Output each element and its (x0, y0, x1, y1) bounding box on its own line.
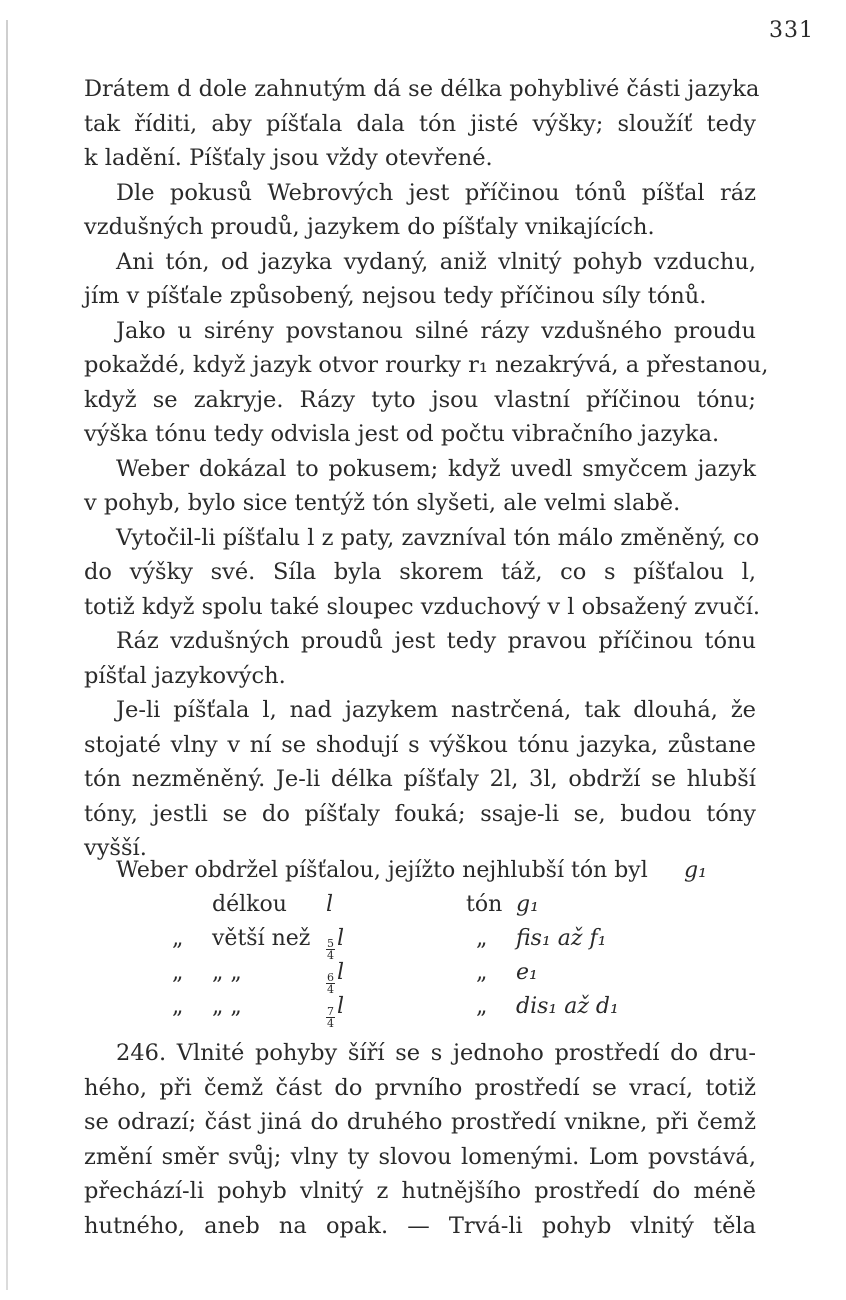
text-line: Drátem d dole zahnutým dá se délka pohyblivé části jazyka (84, 76, 760, 102)
length-symbol: l (326, 892, 334, 917)
text-line: se odrazí; část jiná do druhého prostředí vnikne, při čemž (84, 1109, 756, 1135)
fraction-denominator: 4 (327, 1017, 334, 1030)
row-length (326, 960, 344, 995)
tone-value: e₁ (516, 960, 538, 985)
length-symbol: l (337, 926, 345, 951)
fraction-numerator: 7 (327, 1005, 334, 1018)
row-label: větší než (212, 926, 311, 951)
text-line: hutného, aneb na opak. — Trvá-li pohyb vlnitý těla (84, 1212, 756, 1239)
length-fraction (326, 972, 335, 995)
length-symbol: l (337, 960, 345, 985)
ditto-mark: „ (172, 960, 184, 985)
tone-table (84, 858, 756, 1028)
ditto-mark-2: „ (476, 994, 488, 1019)
text-line: Weber dokázal to pokusem; když uvedl smyčcem jazyk (116, 455, 756, 482)
table-row (84, 960, 756, 994)
length-symbol: l (337, 994, 345, 1019)
text-line: tak říditi, aby píšťala dala tón jisté výšky; sloužíť tedy (84, 110, 756, 137)
tone-value: fis₁ až f₁ (516, 926, 607, 951)
table-intro-note: g₁ (684, 858, 707, 883)
text-line: tóny, jestli se do píšťaly fouká; ssaje-li se, budou tóny (84, 800, 756, 827)
fraction-denominator: 4 (327, 983, 334, 996)
text-line: Ráz vzdušných proudů jest tedy pravou příčinou tónu (116, 628, 756, 654)
length-fraction (326, 938, 335, 961)
table-intro-row (84, 858, 756, 892)
row-label: „ „ (212, 960, 242, 985)
row-length (326, 892, 333, 917)
text-line: k ladění. Píšťaly jsou vždy otevřené. (84, 145, 493, 171)
ditto-mark: „ (172, 926, 184, 951)
row-label: „ „ (212, 994, 242, 1019)
text-line: jím v píšťale způsobený, nejsou tedy příčinou síly tónů. (84, 283, 707, 309)
body-text-bottom (84, 1036, 756, 1243)
row-length (326, 926, 344, 961)
ditto-mark-2: „ (476, 960, 488, 985)
length-fraction (326, 1006, 335, 1029)
tone-word: tón (466, 892, 503, 917)
text-line: vzdušných proudů, jazykem do píšťaly vnikajících. (84, 214, 655, 240)
text-line: výška tónu tedy odvisla jest od počtu vibračního jazyka. (84, 421, 720, 447)
text-line: Ani tón, od jazyka vydaný, aniž vlnitý pohyb vzduchu, (116, 248, 756, 275)
fraction-denominator: 4 (327, 949, 334, 962)
row-label: délkou (212, 892, 287, 917)
text-line: v pohyb, bylo sice tentýž tón slyšeti, ale velmi slabě. (84, 490, 681, 516)
fraction-numerator: 6 (327, 971, 334, 984)
text-line: změní směr svůj; vlny ty slovou lomenými. Lom povstává, (84, 1143, 756, 1170)
text-line: hého, při čemž část do prvního prostředí se vrací, totiž (84, 1074, 756, 1101)
table-row (84, 892, 756, 926)
ditto-mark-2: „ (476, 926, 488, 951)
table-intro: Weber obdržel píšťalou, jejížto nejhlubší tón byl (116, 858, 648, 883)
page-number: 331 (769, 18, 814, 43)
text-line: když se zakryje. Rázy tyto jsou vlastní příčinou tónu; (84, 386, 756, 413)
text-line: Dle pokusů Webrových jest příčinou tónů píšťal ráz (116, 179, 756, 206)
text-line: vyšší. (84, 835, 147, 861)
text-line: stojaté vlny v ní se shodují s výškou tónu jazyka, zůstane (84, 731, 756, 758)
ditto-mark: „ (172, 994, 184, 1019)
text-line: Jako u sirény povstanou silné rázy vzdušného proudu (116, 317, 756, 344)
text-line: pokaždé, když jazyk otvor rourky r₁ nezakrývá, a přestanou, (84, 352, 769, 378)
text-line: Vytočil-li píšťalu l z paty, zavzníval tón málo změněný, co (116, 524, 760, 551)
body-text-top (84, 72, 769, 866)
tone-value: g₁ (516, 892, 539, 917)
text-line: 246. Vlnité pohyby šíří se s jednoho prostředí do dru- (116, 1040, 756, 1066)
table-row (84, 926, 756, 960)
text-line: do výšky své. Síla byla skorem táž, co s píšťalou l, (84, 559, 756, 585)
row-length (326, 994, 344, 1029)
tone-value: dis₁ až d₁ (516, 994, 619, 1019)
text-line: totiž když spolu také sloupec vzduchový v l obsažený zvučí. (84, 593, 761, 620)
fraction-numerator: 5 (327, 937, 334, 950)
text-line: Je-li píšťala l, nad jazykem nastrčená, tak dlouhá, že (116, 697, 756, 723)
text-line: tón nezměněný. Je-li délka píšťaly 2l, 3l, obdrží se hlubší (84, 766, 756, 792)
text-line: píšťal jazykových. (84, 662, 286, 689)
table-row (84, 994, 756, 1028)
binding-edge (6, 20, 8, 1290)
text-line: přechází-li pohyb vlnitý z hutnějšího prostředí do méně (84, 1178, 756, 1204)
